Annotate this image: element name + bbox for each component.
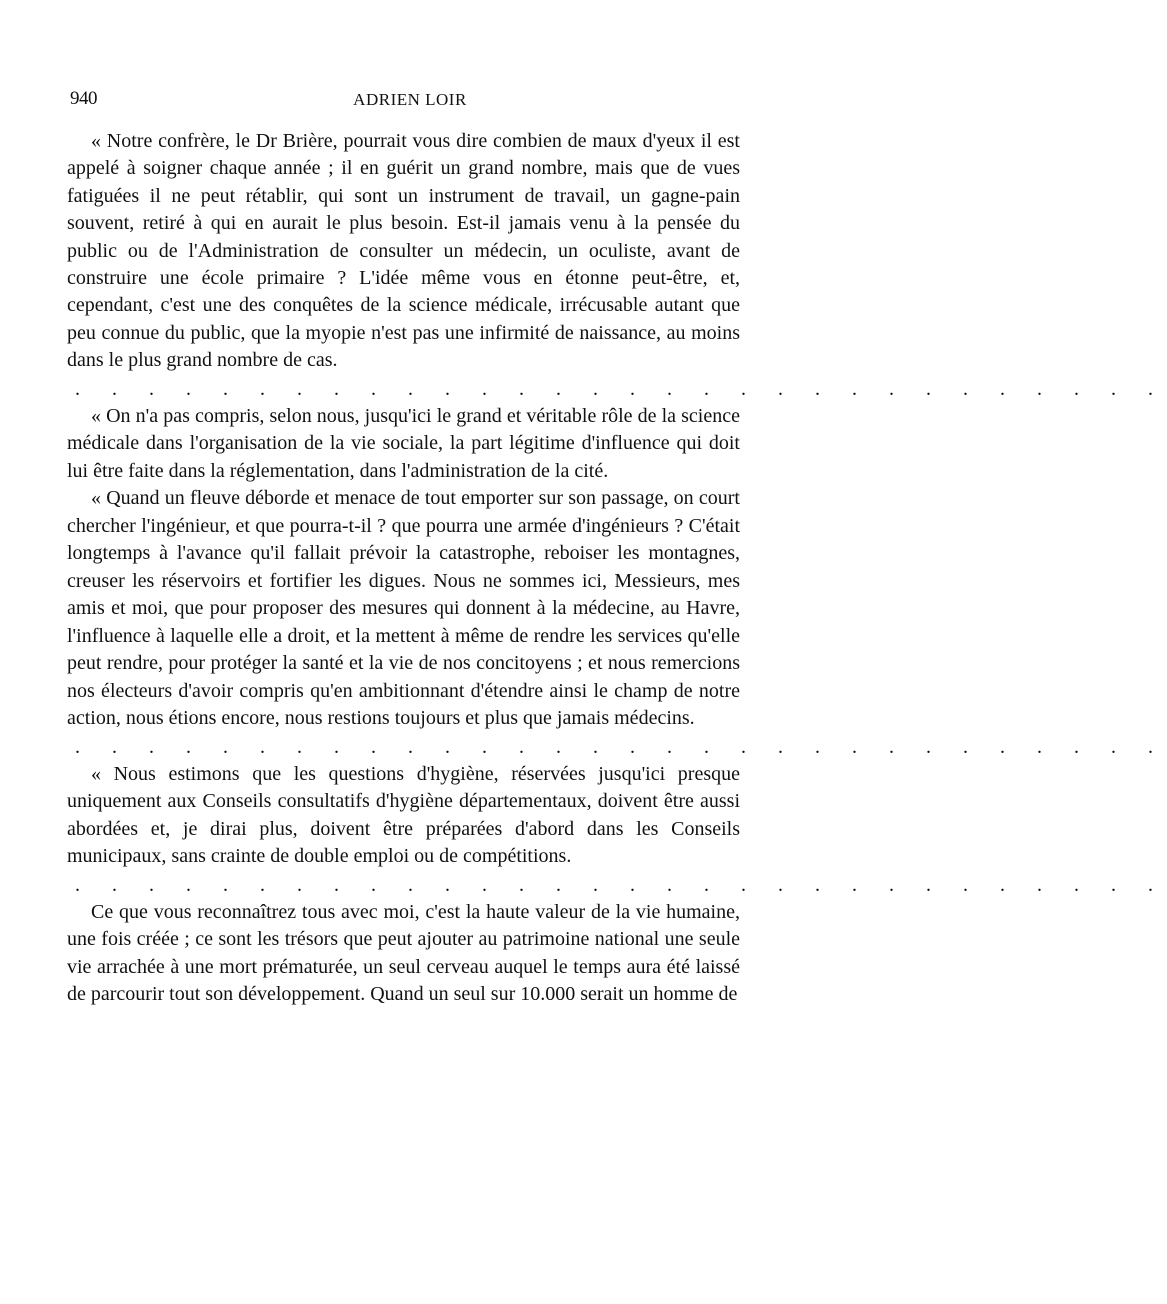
paragraph-ophthalmology: « Notre confrère, le Dr Brière, pourrait vous dire combien de maux d'yeux il est appelé à soigner chaque année ; il en guérit un grand nombre, mais que de vues fatiguées il ne peut rétablir, qui sont un instrument de travail, un gagne-pain souvent, retiré à qui en aurait le plus besoin. Est-il jamais venu à la pensée du public ou de l'Administration de consulter un médecin, un oculiste, avant de construire une école primaire ? L'idée même vous en étonne peut-être, et, cependant, c'est une des conquêtes de la science médicale, irrécusable autant que peu connue du public, que la myopie n'est pas une infirmité de naissance, au moins dans le plus grand nombre de cas.	[67, 130, 740, 372]
running-head: ADRIEN LOIR	[353, 90, 467, 109]
paragraph-river-analogy: « Quand un fleuve déborde et menace de tout emporter sur son passage, on court chercher l'ingénieur, et que pourra-t-il ? que pourra une armée d'ingénieurs ? C'était longtemps à l'avance qu'il fallait prévoir la catastrophe, reboiser les montagnes, creuser les réservoirs et fortifier les digues. Nous ne sommes ici, Messieurs, mes amis et moi, que pour proposer des mesures qui donnent à la médecine, au Havre, l'influence à laquelle elle a droit, et la mettent à même de rendre les services qu'elle peut rendre, pour protéger la santé et la vie de nos concitoyens ; et nous remercions nos électeurs d'avoir compris qu'en ambitionnant d'étendre ainsi le champ de notre action, nous étions encore, nous restions toujours et plus que jamais médecins.	[67, 487, 740, 730]
body-text	[67, 128, 1167, 1009]
ellipsis-line: . . . . . . . . . . . . . . . . . . . . . . . . . . . . . .	[75, 735, 1167, 758]
paragraph-human-life-value: Ce que vous reconnaîtrez tous avec moi, c'est la haute valeur de la vie humaine, une fois créée ; ce sont les trésors que peut ajouter au patrimoine national une seule vie arrachée à une mort prématurée, un seul cerveau auquel le temps aura été laissé de parcourir tout son développement. Quand un seul sur 10.000 serait un homme de	[67, 900, 740, 1006]
paragraph-hygiene-councils: « Nous estimons que les questions d'hygiène, réservées jusqu'ici presque uniquement aux Conseils consultatifs d'hygiène départementaux, doivent être aussi abordées et, je dirai plus, doivent être préparées d'abord dans les Conseils municipaux, sans crainte de double emploi ou de compétitions.	[67, 762, 740, 868]
page-number: 940	[70, 88, 97, 109]
ellipsis-line: . . . . . . . . . . . . . . . . . . . . . . . . . . . . . .	[75, 377, 1167, 400]
paragraph-medical-role: « On n'a pas compris, selon nous, jusqu'ici le grand et véritable rôle de la science médicale dans l'organisation de la vie sociale, la part légitime d'influence qui doit lui être faite dans la réglementation, dans l'administration de la cité.	[67, 404, 740, 482]
ellipsis-line: . . . . . . . . . . . . . . . . . . . . . . . . . . . . . .	[75, 873, 1167, 896]
page-header	[70, 88, 750, 118]
